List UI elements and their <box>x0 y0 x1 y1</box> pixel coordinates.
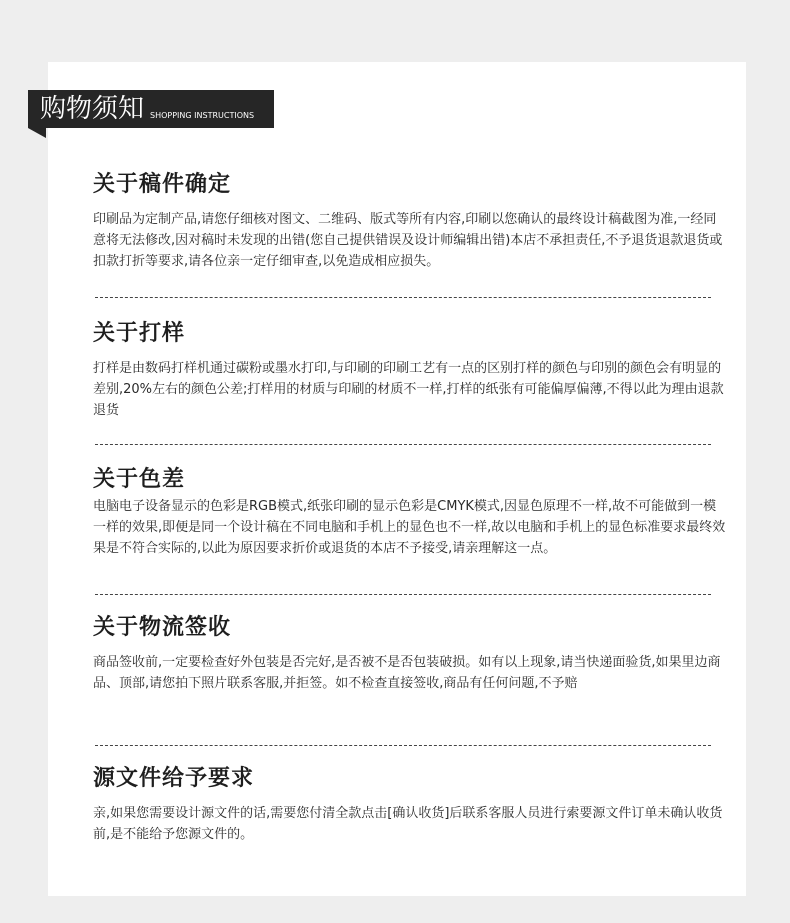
dashed-divider <box>95 594 711 595</box>
section-title: 关于打样 <box>93 321 186 346</box>
dashed-divider <box>95 297 711 298</box>
section-proofing <box>93 320 729 421</box>
banner-title-cn: 购物须知 <box>40 94 145 124</box>
section-color-difference <box>93 466 729 559</box>
dashed-divider <box>95 745 711 746</box>
section-title: 关于稿件确定 <box>93 172 232 197</box>
section-title: 关于物流签收 <box>93 615 232 640</box>
banner-title-en: SHOPPING INSTRUCTIONS <box>150 111 255 120</box>
section-body: 商品签收前,一定要检查好外包装是否完好,是否被不是否包装破损。如有以上现象,请当快递面验货,如果里边商品、顶部,请您拍下照片联系客服,并拒签。如不检查直接签收,商品有任何问题,不予赔 <box>93 655 721 691</box>
section-body: 电脑电子设备显示的色彩是RGB模式,纸张印刷的显示色彩是CMYK模式,因显色原理不一样,故不可能做到一模一样的效果,即便是同一个设计稿在不同电脑和手机上的显色也不一样,故以电脑和手机上的显色标准要求最终效果是不符合实际的,以此为原因要求折价或退货的本店不予接受,请亲理解这一点。 <box>93 499 726 556</box>
section-logistics-receipt <box>93 614 729 694</box>
section-body: 打样是由数码打样机通过碳粉或墨水打印,与印刷的印刷工艺有一点的区别打样的颜色与印别的颜色会有明显的差别,20%左右的颜色公差;打样用的材质与印刷的材质不一样,打样的纸张有可能偏厚偏薄,不得以此为理由退款退货 <box>93 361 724 418</box>
section-body: 印刷品为定制产品,请您仔细核对图文、二维码、版式等所有内容,印刷以您确认的最终设计稿截图为准,一经同意将无法修改,因对稿时未发现的出错(您自己提供错误及设计师编辑出错)本店不承担责任,不予退货退款退货或扣款打折等要求,请各位亲一定仔细审查,以免造成相应损失。 <box>93 212 723 269</box>
shopping-instructions-banner <box>28 90 274 128</box>
section-body: 亲,如果您需要设计源文件的话,需要您付清全款点击[确认收货]后联系客服人员进行索要源文件订单未确认收货前,是不能给予您源文件的。 <box>93 806 723 842</box>
section-manuscript-confirm <box>93 171 729 272</box>
section-title: 源文件给予要求 <box>93 766 255 791</box>
section-source-files <box>93 765 729 845</box>
section-title: 关于色差 <box>93 467 186 492</box>
banner-fold <box>28 128 46 138</box>
dashed-divider <box>95 444 711 445</box>
